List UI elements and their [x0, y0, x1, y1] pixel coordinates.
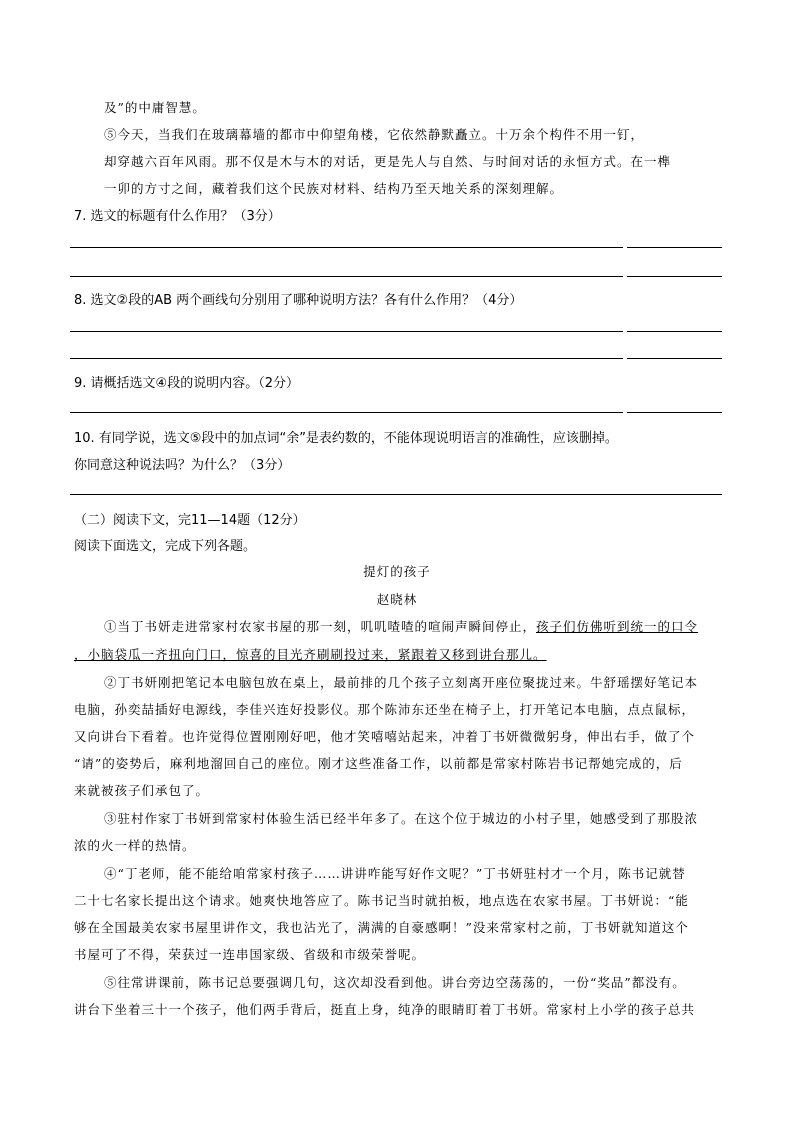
paragraph-5-line: 讲台下坐着三十一个孩子，他们两手背后，挺直上身，纯净的眼睛盯着丁书妍。常家村上小学的孩子总共 [74, 1002, 696, 1017]
answer-line[interactable] [70, 276, 623, 277]
article-author: 赵晓林 [376, 592, 418, 607]
paragraph-2-line: 来就被孩子们承包了。 [74, 783, 210, 798]
passage-line: ⑤今天，当我们在玻璃幕墙的都市中仰望角楼，它依然静默矗立。十万余个构件不用一钉， [104, 127, 645, 142]
passage-line: 一卯的方寸之间，藏着我们这个民族对材料、结构乃至天地关系的深刻理解。 [104, 181, 564, 196]
question-10: 10. 有同学说，选文⑤段中的加点词“余”是表约数的，不能体现说明语言的准确性，应该删掉。 [74, 431, 618, 446]
paragraph-4-line: 二十七名家长提出这个请求。她爽快地答应了。陈书记当时就拍板，地点选在农家书屋。丁书妍说：“能 [74, 893, 689, 908]
answer-line[interactable] [70, 358, 623, 359]
answer-line[interactable] [70, 412, 623, 413]
answer-line[interactable] [627, 412, 722, 413]
article-title: 提灯的孩子 [363, 564, 431, 579]
paragraph-3-line: ③驻村作家丁书妍到常家村体验生活已经半年多了。在这个位于城边的小村子里，她感受到了那股浓 [104, 811, 699, 826]
question-7: 7. 选文的标题有什么作用？（3分） [74, 209, 281, 224]
paragraph-5-line: ⑤往常讲课前，陈书记总要强调几句，这次却没看到他。讲台旁边空荡荡的，一份“奖品”都没有。 [104, 975, 686, 990]
paragraph-2-line: 电脑，孙奕喆插好电源线，李佳兴连好投影仪。那个陈沛东还坐在椅子上，打开笔记本电脑，点点鼠标， [74, 702, 696, 717]
paragraph-2-line: “请”的姿势后，麻利地溜回自己的座位。刚才这些准备工作，以前都是常家村陈岩书记帮她完成的，后 [74, 756, 683, 771]
question-10-cont: 你同意这种说法吗？为什么？（3分） [74, 458, 291, 473]
answer-line[interactable] [627, 358, 722, 359]
paragraph-4-line: 书屋可了不得，荣获过一连串国家级、省级和市级荣誉呢。 [74, 947, 426, 962]
section-instruction: 阅读下面选文，完成下列各题。 [74, 539, 257, 554]
paragraph-3-line: 浓的火一样的热情。 [74, 838, 196, 853]
underlined-sentence: ，小脑袋瓜一齐扭向门口，惊喜的目光齐刷刷投过来，紧跟着又移到讲台那儿。 [74, 647, 547, 662]
answer-line[interactable] [70, 331, 623, 332]
paragraph-4-line: ④“丁老师，能不能给咱常家村孩子……讲讲咋能写好作文呢？”丁书妍驻村才一个月，陈书记就替 [104, 866, 686, 881]
answer-line[interactable] [627, 331, 722, 332]
paragraph-2-line: ②丁书妍刚把笔记本电脑包放在桌上，最前排的几个孩子立刻离开座位聚拢过来。牛舒瑶摆好笔记本 [104, 675, 699, 690]
paragraph-4-line: 够在全国最美农家书屋里讲作文，我也沾光了，满满的自豪感啊！”没来常家村之前，丁书妍就知道这个 [74, 920, 689, 935]
answer-line[interactable] [627, 247, 722, 248]
passage-line: 及”的中庸智慧。 [104, 100, 206, 115]
paragraph-1-line [104, 617, 698, 635]
answer-line[interactable] [627, 276, 722, 277]
answer-line[interactable] [70, 494, 722, 495]
paragraph-2-line: 又向讲台下看着。也许觉得位置刚刚好吧，他才笑嘻嘻站起来，冲着丁书妍微微躬身，伸出右手，做了个 [74, 729, 696, 744]
section-header: （二）阅读下文，完11—14题（12分） [74, 513, 306, 528]
question-9: 9. 请概括选文④段的说明内容。（2分） [74, 376, 299, 391]
answer-line[interactable] [70, 247, 623, 248]
question-8: 8. 选文②段的AB 两个画线句分别用了哪种说明方法？各有什么作用？（4分） [74, 293, 523, 308]
underlined-sentence: 孩子们仿佛听到统一的口令 [536, 619, 699, 634]
passage-line: 却穿越六百年风雨。那不仅是木与木的对话，更是先人与自然、与时间对话的永恒方式。在一榫 [104, 154, 672, 169]
text: ①当丁书妍走进常家村农家书屋的那一刻，叽叽喳喳的喧闹声瞬间停止， [104, 619, 537, 634]
